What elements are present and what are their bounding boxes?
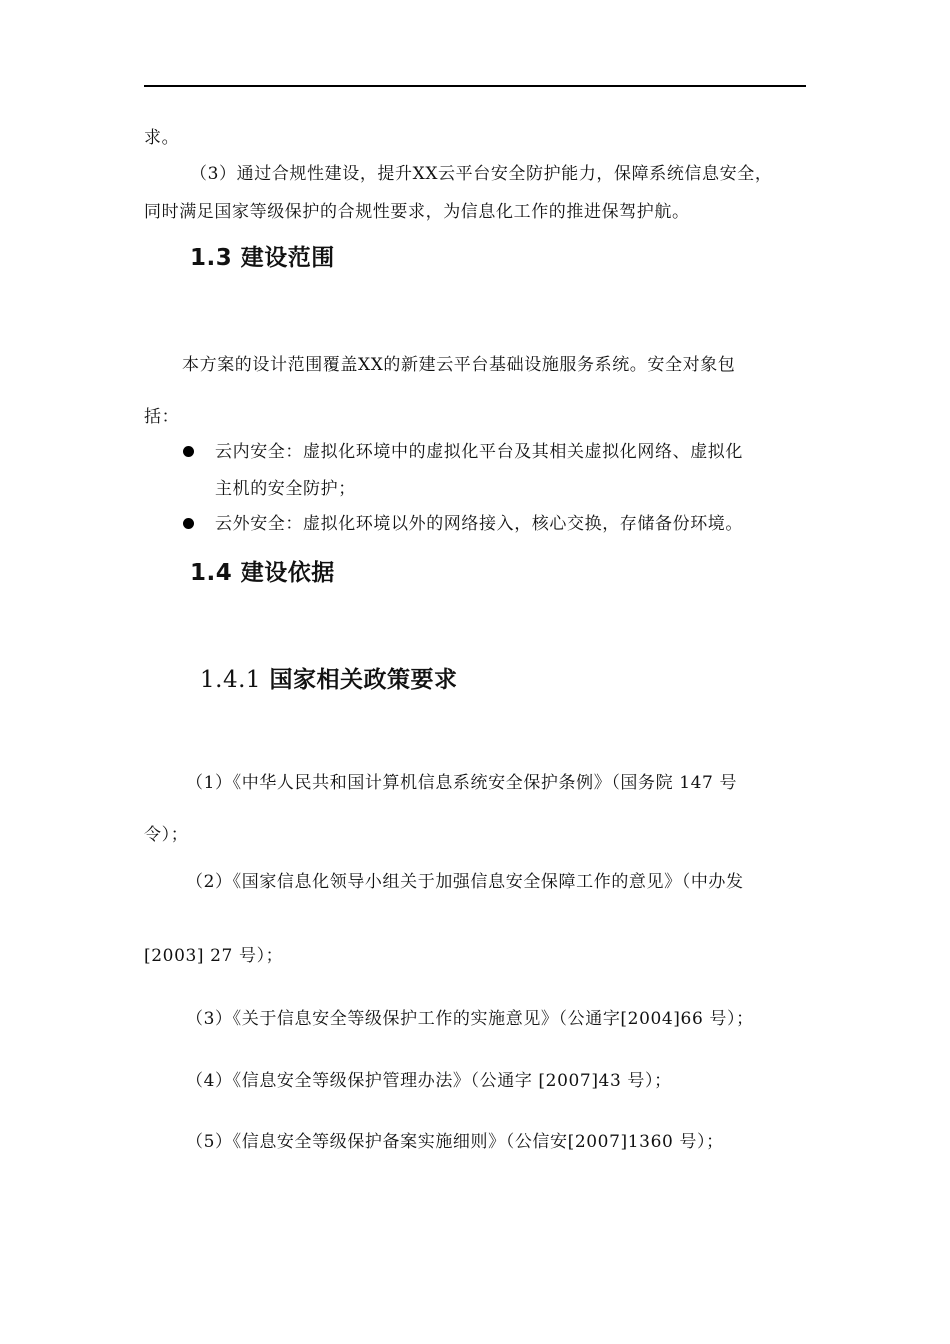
heading-1-4-1-title: 国家相关政策要求: [269, 667, 458, 693]
bullet-icon: [183, 446, 194, 457]
objective-3-line-2: 同时满足国家等级保护的合规性要求，为信息化工作的推进保驾护航。: [144, 202, 690, 222]
policy-5-line-1: （5）《信息安全等级保护备案实施细则》（公信安[2007]1360 号）；: [186, 1132, 724, 1152]
heading-1-4-1: [200, 665, 458, 695]
objective-3-line-1: （3）通过合规性建设，提升XX云平台安全防护能力，保障系统信息安全，: [190, 164, 773, 184]
scope-intro-line-1: 本方案的设计范围覆盖XX的新建云平台基础设施服务系统。安全对象包: [182, 355, 736, 375]
bullet-1-line-2: 主机的安全防护；: [215, 479, 356, 499]
bullet-2-line-1: 云外安全：虚拟化环境以外的网络接入，核心交换，存储备份环境。: [215, 514, 743, 534]
policy-4-line-1: （4）《信息安全等级保护管理办法》（公通字 [2007]43 号）；: [186, 1071, 672, 1091]
policy-2-line-2: [2003] 27 号）；: [144, 946, 284, 966]
heading-1-3: 1.3 建设范围: [190, 245, 335, 271]
bullet-icon: [183, 518, 194, 529]
policy-1-line-1: （1）《中华人民共和国计算机信息系统安全保护条例》（国务院 147 号: [186, 773, 738, 793]
policy-3-line-1: （3）《关于信息安全等级保护工作的实施意见》（公通字[2004]66 号）；: [186, 1009, 754, 1029]
bullet-1-line-1: 云内安全：虚拟化环境中的虚拟化平台及其相关虚拟化网络、虚拟化: [215, 442, 743, 462]
paragraph-continuation: 求。: [144, 128, 180, 148]
header-rule: [144, 85, 806, 87]
policy-2-line-1: （2）《国家信息化领导小组关于加强信息安全保障工作的意见》（中办发: [186, 872, 744, 892]
heading-1-4: 1.4 建设依据: [190, 560, 335, 586]
policy-1-line-2: 令）；: [144, 825, 189, 845]
scope-intro-line-2: 括：: [144, 407, 180, 427]
heading-1-4-1-number: 1.4.1: [200, 667, 262, 693]
